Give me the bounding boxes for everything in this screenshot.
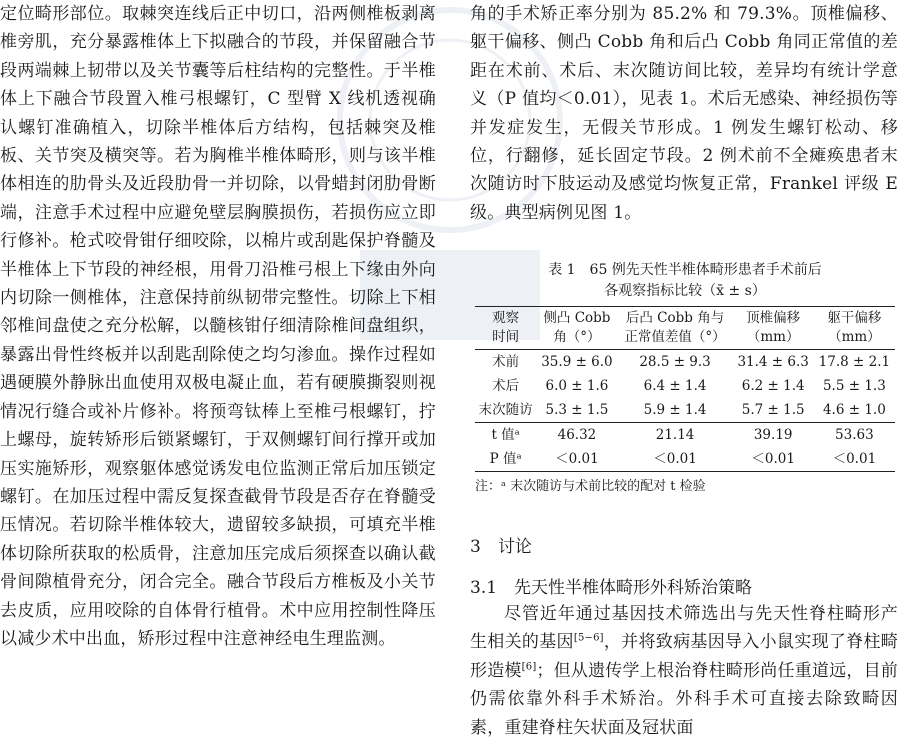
table-row <box>475 350 895 375</box>
header-apical: 顶椎偏移 （mm） <box>746 310 801 345</box>
table-cell: 31.4 ± 6.3 <box>737 354 809 370</box>
table-cell: ＜0.01 <box>555 451 599 467</box>
table-cell: 5.7 ± 1.5 <box>741 402 805 418</box>
table-cell: 5.9 ± 1.4 <box>643 402 707 418</box>
header-trunk: 躯干偏移 （mm） <box>827 310 882 345</box>
table-cell: 28.5 ± 9.3 <box>639 354 711 370</box>
table-cell: t 值ᵃ <box>475 423 536 448</box>
left-column <box>0 0 436 653</box>
table-1 <box>475 260 895 497</box>
table-cell: ＜0.01 <box>751 451 795 467</box>
table-cell: 5.5 ± 1.3 <box>822 378 886 394</box>
table-cell: 35.9 ± 6.0 <box>541 354 613 370</box>
table-row <box>475 447 895 472</box>
table-cell: 21.14 <box>618 423 733 448</box>
table-note: 注：ᵃ 末次随访与术前比较的配对 t 检验 <box>475 479 706 494</box>
table-cell: 5.3 ± 1.5 <box>545 402 609 418</box>
table-cell: 39.19 <box>733 423 814 448</box>
table-cell: 末次随访 <box>478 402 533 418</box>
table-cell: 6.2 ± 1.4 <box>741 378 805 394</box>
table-cell: 术后 <box>492 378 520 394</box>
table-cell: 46.32 <box>536 423 617 448</box>
table-cell: 53.63 <box>814 423 895 448</box>
discussion-body <box>470 600 898 742</box>
subsection-heading-3-1: 3.1 先天性半椎体畸形外科矫治策略 <box>470 578 753 598</box>
stats-table <box>475 306 895 472</box>
table-cell: 17.8 ± 2.1 <box>818 354 891 370</box>
table-cell: ＜0.01 <box>832 451 877 467</box>
table-row <box>475 398 895 423</box>
table-cell: 6.4 ± 1.4 <box>643 378 707 394</box>
citation-5-6[interactable]: [5−6] <box>573 632 604 644</box>
header-cobb: 侧凸 Cobb 角（°） <box>543 310 611 345</box>
table-cell: 6.0 ± 1.6 <box>545 378 609 394</box>
discussion-paragraph: 尽管近年通过基因技术筛选出与先天性脊柱畸形产生相关的基因[5−6]，并将致病基因导入小鼠实现了脊柱畸形造模[6]；但从遗传学上根治脊柱畸形尚任重道远，目前仍需依靠外科手术矫治。外科手术可直接去除致畸因素，重建脊柱矢状面及冠状面 <box>470 604 899 738</box>
table-header-row <box>475 307 895 350</box>
table-caption-line1: 表 1 65 例先天性半椎体畸形患者手术前后 <box>548 262 822 278</box>
header-kyphosis: 后凸 Cobb 角与 正常值差值（°） <box>624 310 726 345</box>
header-time: 观察 时间 <box>492 310 520 345</box>
left-column-paragraph: 定位畸形部位。取棘突连线后正中切口，沿两侧椎板剥离椎旁肌，充分暴露椎体上下拟融合的节段，并保留融合节段两端棘上韧带以及关节囊等后柱结构的完整性。于半椎体上下融合节段置入椎弓根螺钉，C 型臂 X 线机透视确认螺钉准确植入，切除半椎体后方结构，包括棘突及椎板、关节突及横突等。若为胸椎半椎体畸形，则与该半椎体相连的肋骨头及近段肋骨一并切除，以骨蜡封闭肋骨断端，注意手术过程中应避免壁层胸膜损伤，若损伤应立即行修补。枪式咬骨钳仔细咬除，以棉片或刮匙保护脊髓及半椎体上下节段的神经根，用骨刀沿椎弓根上下缘由外向内切除一侧椎体，注意保持前纵韧带完整性。切除上下相邻椎间盘使之充分松解，以髓核钳仔细清除椎间盘组织，暴露出骨性终板并以刮匙刮除使之均匀渗血。操作过程如遇硬膜外静脉出血使用双极电凝止血，若有硬膜撕裂则视情况行缝合或补片修补。将预弯钛棒上至椎弓根螺钉，拧上螺母，旋转矫形后锁紧螺钉，于双侧螺钉间行撑开或加压实施矫形，观察躯体感觉诱发电位监测正常后加压锁定螺钉。在加压过程中需反复探查截骨节段是否存在脊髓受压情况。若切除半椎体较大，遗留较多缺损，可填充半椎体切除所获取的松质骨，注意加压完成后须探查以确认截骨间隙植骨充分，闭合完全。融合节段后方椎板及小关节去皮质，应用咬除的自体骨行植骨。术中应用控制性降压以减少术中出血，矫形过程中注意神经电生理监测。 <box>0 4 436 649</box>
right-column <box>470 0 898 227</box>
table-cell: 术前 <box>492 354 520 370</box>
citation-6[interactable]: [6] <box>521 661 537 673</box>
results-paragraph: 角的手术矫正率分别为 85.2% 和 79.3%。顶椎偏移、躯干偏移、侧凸 Cobb 角和后凸 Cobb 角同正常值的差距在术前、术后、末次随访间比较，差异均有统计学意义（P 值均＜0.01），见表 1。术后无感染、神经损伤等并发症发生，无假关节形成。1 例发生螺钉松动、移位，行翻修，延长固定节段。2 例术前不全瘫痪患者末次随访时下肢运动及感觉均恢复正常，Frankel 评级 E 级。典型病例见图 1。 <box>470 4 898 223</box>
table-cell: ＜0.01 <box>653 451 697 467</box>
table-cell: P 值ᵃ <box>489 451 522 467</box>
table-cell: 4.6 ± 1.0 <box>822 402 886 418</box>
table-row <box>475 423 895 448</box>
table-caption-line2: 各观察指标比较（x̄ ± s） <box>604 283 766 299</box>
table-row <box>475 374 895 398</box>
section-heading-discussion: 3 讨论 <box>470 537 532 557</box>
